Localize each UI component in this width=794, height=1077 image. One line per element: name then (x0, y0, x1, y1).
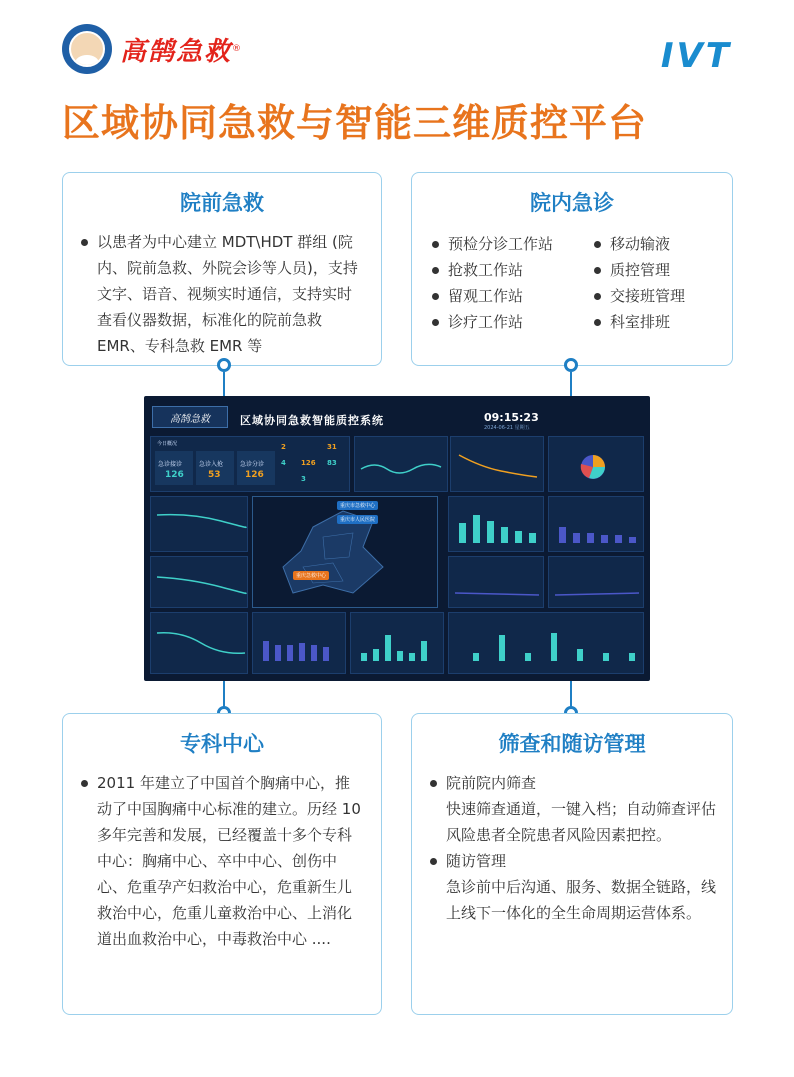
line-chart-panel (354, 436, 448, 492)
list-item: 科室排班 (590, 309, 685, 335)
inhospital-title: 院内急诊 (530, 191, 614, 215)
teal-bar-chart (351, 613, 445, 675)
line-chart-panel (448, 556, 544, 608)
page-title: 区域协同急救与智能三维质控平台 (62, 101, 648, 145)
screening-title: 筛查和随访管理 (498, 732, 646, 756)
overview-panel (150, 436, 350, 492)
bar-chart-panel (448, 496, 544, 552)
list-item: 诊疗工作站 (428, 309, 590, 335)
map-tag: 重庆急救中心 (293, 571, 329, 580)
list-item: 抢救工作站 (428, 257, 590, 283)
mini-stat: 31 (327, 443, 337, 451)
teal-line-chart (151, 497, 249, 553)
screening-card (411, 713, 733, 1015)
screening-list (426, 770, 722, 926)
mini-stat: 83 (327, 459, 337, 467)
brand-logo-text: 高鹄急救 (120, 36, 233, 67)
mini-stat: 126 (301, 459, 316, 467)
dashboard-title: 区域协同急救智能质控系统 (240, 414, 384, 427)
connector-dot (564, 358, 578, 372)
stat-label: 急诊入抢 (199, 461, 224, 468)
prehospital-card (62, 172, 382, 366)
ivt-logo: IVT (660, 36, 732, 76)
list-item (426, 770, 722, 848)
mixed-bar-chart (449, 613, 645, 675)
map-shape (253, 497, 439, 609)
line-chart-panel (150, 556, 248, 608)
inhospital-card (411, 172, 733, 366)
stat-box (196, 451, 234, 485)
map-tag: 重庆市急救中心 (337, 501, 378, 510)
list-item: 留观工作站 (428, 283, 590, 309)
pie-chart-panel (548, 436, 644, 492)
specialty-text: 2011 年建立了中国首个胸痛中心，推动了中国胸痛中心标准的建立。历经 10 多年完善和发展，已经覆盖十多个专科中心：胸痛中心、卒中中心、创伤中心、危重孕产妇救治中心，危重新生儿救治中心，危重儿童救治中心、上消化道出血救治中心，中毒救治中心 .... (77, 770, 363, 952)
purple-line-chart (549, 557, 645, 609)
teal-bar-chart (449, 497, 545, 553)
specialty-card (62, 713, 382, 1015)
brand-logo (62, 24, 241, 74)
stat-value: 53 (208, 470, 221, 480)
purple-bar-chart (549, 497, 645, 553)
connector-line (570, 372, 572, 398)
list-item: 交接班管理 (590, 283, 685, 309)
specialty-title: 专科中心 (180, 732, 264, 756)
dashboard-logo: 高鹄急救 (152, 406, 228, 428)
connector-line (570, 681, 572, 707)
connector-dot (217, 358, 231, 372)
specialty-list (77, 770, 363, 952)
bar-chart-panel (548, 496, 644, 552)
dashboard-time: 09:15:23 (484, 411, 539, 424)
prehospital-title: 院前急救 (180, 191, 264, 215)
registered-mark: ® (232, 44, 242, 54)
screening-item-text: 快速筛查通道，一键入档；自动筛查评估风险患者全院患者风险因素把控。 (446, 800, 717, 844)
dashboard-date: 2024-06-21 星期五 (484, 425, 530, 431)
teal-line-chart (355, 437, 449, 493)
inhospital-col1 (428, 231, 590, 335)
list-item: 质控管理 (590, 257, 685, 283)
connector-line (223, 372, 225, 398)
line-chart-panel (150, 496, 248, 552)
overview-title: 今日概况 (157, 441, 178, 447)
purple-line-chart (449, 557, 545, 609)
purple-bar-chart (253, 613, 347, 675)
doctor-avatar-icon (62, 24, 112, 74)
map-tag: 重庆市人民医院 (337, 515, 378, 524)
dashboard-header (144, 396, 650, 434)
region-map (252, 496, 438, 608)
list-item: 移动输液 (590, 231, 685, 257)
teal-line-chart (151, 613, 249, 675)
stat-value: 126 (245, 470, 264, 480)
followup-item-title: 随访管理 (446, 852, 507, 870)
mini-stat: 3 (301, 475, 306, 483)
stat-value: 126 (165, 470, 184, 480)
prehospital-list (77, 229, 363, 359)
list-item: 预检分诊工作站 (428, 231, 590, 257)
stat-label: 急诊接诊 (158, 461, 183, 468)
stat-box (155, 451, 193, 485)
inhospital-col2 (590, 231, 685, 335)
line-chart-panel (450, 436, 544, 492)
connector-line (223, 681, 225, 707)
dashboard-screenshot (144, 396, 650, 681)
pie-chart (549, 437, 645, 493)
mini-stat: 2 (281, 443, 286, 451)
screening-item-title: 院前院内筛查 (446, 774, 537, 792)
bar-chart-panel (448, 612, 644, 674)
mini-stat: 4 (281, 459, 286, 467)
orange-line-chart (451, 437, 545, 493)
bar-chart-panel (252, 612, 346, 674)
teal-line-chart (151, 557, 249, 609)
stat-box (237, 451, 275, 485)
followup-item-text: 急诊前中后沟通、服务、数据全链路，线上线下一体化的全生命周期运营体系。 (446, 878, 717, 922)
line-chart-panel (150, 612, 248, 674)
bar-chart-panel (350, 612, 444, 674)
prehospital-text: 以患者为中心建立 MDT\HDT 群组 (院内、院前急救、外院会诊等人员)，支持文字、语音、视频实时通信，支持实时查看仪器数据，标准化的院前急救 EMR、专科急救 EMR 等 (77, 229, 363, 359)
stat-label: 急诊分诊 (240, 461, 265, 468)
line-chart-panel (548, 556, 644, 608)
list-item (426, 848, 722, 926)
